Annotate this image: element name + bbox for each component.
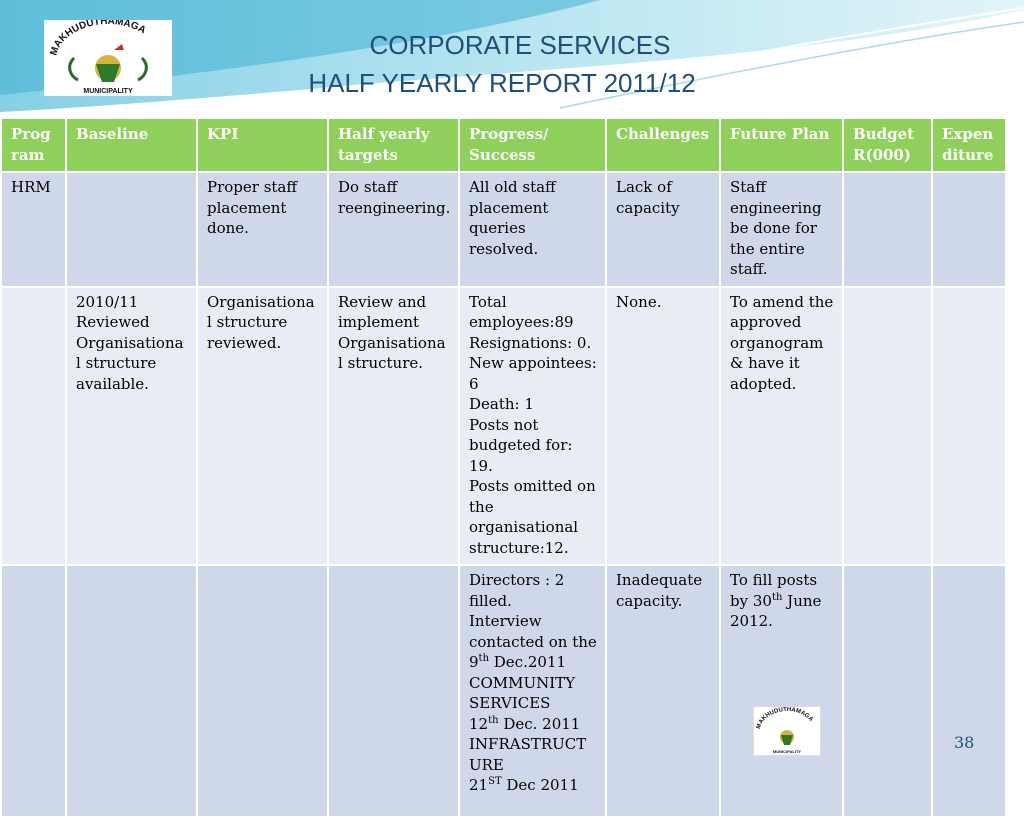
progress-line: 21ST Dec 2011 [469,776,579,794]
cell-challenges: None. [606,287,720,566]
page-number: 38 [954,733,975,752]
col-header-challenges: Challenges [606,118,720,172]
col-header-budget: Budget R(000) [843,118,932,172]
col-header-future-plan: Future Plan [720,118,843,172]
cell-challenges: Lack of capacity [606,172,720,287]
col-header-targets: Half yearly targets [328,118,459,172]
page-subtitle: HALF YEARLY REPORT 2011/12 [308,68,696,98]
progress-line: INFRASTRUCT URE [469,735,587,774]
table-row [1,172,1006,287]
cell-budget [843,565,932,817]
svg-text:MAKHUDUTHAMAGA: MAKHUDUTHAMAGA [48,20,148,57]
page-title: CORPORATE SERVICES [369,30,671,60]
table-row [1,287,1006,566]
cell-budget [843,172,932,287]
cell-budget [843,287,932,566]
progress-line: Interview contacted on the 9th Dec.2011 [469,612,597,671]
cell-expenditure [932,172,1006,287]
progress-line: New appointees: 6 [469,354,597,393]
table-row [1,565,1006,817]
cell-progress [459,287,606,566]
progress-line: COMMUNITY SERVICES [469,673,576,712]
cell-progress: All old staff placement queries resolved. [459,172,606,287]
progress-line: Posts not budgeted for: 19. [469,415,573,475]
svg-text:MUNICIPALITY: MUNICIPALITY [772,749,802,754]
col-header-progress: Progress/ Success [459,118,606,172]
col-header-program: Prog ram [1,118,66,172]
progress-line: Posts omitted on the organisational structure:12. [469,477,596,557]
cell-kpi [197,565,328,817]
cell-expenditure [932,565,1006,817]
cell-targets [328,565,459,817]
table-header-row [1,118,1006,172]
col-header-expenditure: Expen diture [932,118,1006,172]
report-table [0,117,1007,818]
progress-line: Death: 1 [469,395,534,413]
col-header-baseline: Baseline [66,118,197,172]
svg-text:MUNICIPALITY: MUNICIPALITY [83,88,133,95]
footer-logo [753,706,821,756]
cell-kpi: Proper staff placement done. [197,172,328,287]
progress-line: 12th Dec. 2011 [469,714,581,733]
svg-text:MAKHUDUTHAMAGA: MAKHUDUTHAMAGA [756,707,814,730]
cell-baseline [66,172,197,287]
cell-future-plan: To fill posts by 30th June 2012. [720,565,843,817]
cell-progress [459,565,606,817]
cell-targets: Review and implement Organisationa l structure. [328,287,459,566]
cell-kpi: Organisationa l structure reviewed. [197,287,328,566]
cell-program: HRM [1,172,66,287]
cell-challenges: Inadequate capacity. [606,565,720,817]
cell-baseline [66,565,197,817]
cell-baseline: 2010/11 Reviewed Organisationa l structure available. [66,287,197,566]
progress-line: Resignations: 0. [469,333,592,352]
cell-program [1,287,66,566]
cell-expenditure [932,287,1006,566]
cell-future-plan: Staff engineering be done for the entire staff. [720,172,843,287]
col-header-kpi: KPI [197,118,328,172]
cell-future-plan: To amend the approved organogram & have it adopted. [720,287,843,566]
progress-line: Total employees:89 [469,292,574,331]
cell-program [1,565,66,817]
cell-targets: Do staff reengineering. [328,172,459,287]
progress-line: Directors : 2 filled. [469,571,565,610]
